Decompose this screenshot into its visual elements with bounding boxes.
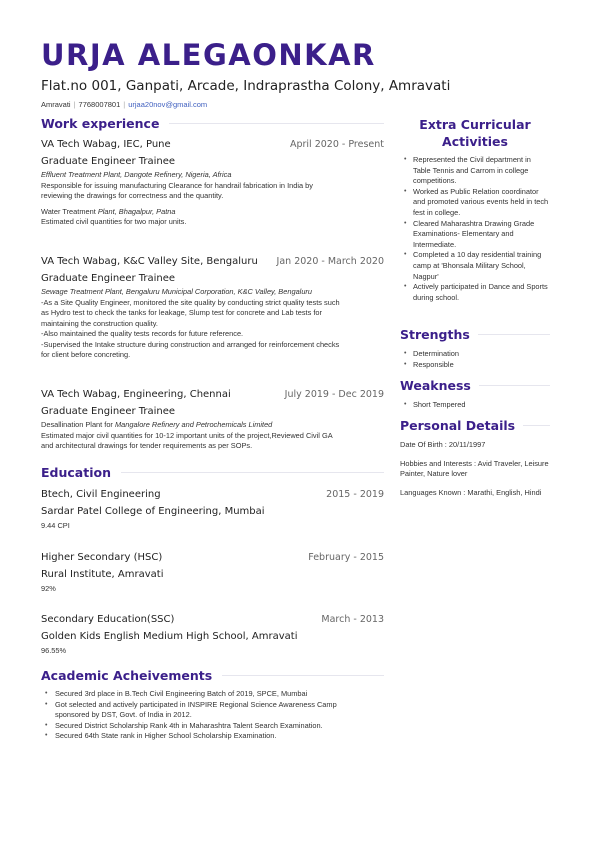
job-description-line: as Hydro test to check the tanks for leakage, Slump test for concrete and Lab tests for [41,308,322,317]
job-description-line: Responsible for issuing manufacturing Clearance for handrail fabrication in India by [41,180,313,190]
job-entry [41,256,384,361]
job-entry [41,389,384,452]
job-project: Effluent Treatment Plant, Dangote Refinery, Nigeria, Africa [41,170,232,179]
extra-section-title-line2: Activities [442,134,508,149]
activity-item: • Worked as Public Relation coordinator and promoted various events held in tech fest in college. [400,187,550,219]
education-school: Sardar Patel College of Engineering, Mumbai [41,506,265,517]
job-description-line: and architectural drawings for tender requirements as per SOPs. [41,441,253,450]
contact-city: Amravati [41,100,71,109]
work-section-title: Work experience [41,116,160,131]
job-description-line: Estimated major civil quantities for 10-12 important units of the project,Reviewed Civil GA [41,430,333,440]
job-project-italic: Mangalore Refinery and Petrochemicals Limited [114,420,273,429]
extra-section-title-line1: Extra Curricular [419,117,531,132]
section-divider [121,472,384,473]
achievement-item: • Secured 3rd place in B.Tech Civil Engineering Batch of 2019, SPCE, Mumbai [41,689,341,700]
activity-item: • Completed a 10 day residential training camp at 'Bhonsala Military School, Nagpur' [400,250,550,282]
achievement-item: • Got selected and actively participated in INSPIRE Regional Science Awareness Camp sponsored by DST, Govt. of India in 2012. [41,700,341,721]
achievements-list [41,689,341,742]
education-date: March - 2013 [321,614,384,625]
achievements-section-title: Academic Acheivements [41,668,213,683]
weakness-section-title: Weakness [400,378,471,393]
education-section-header [41,465,384,480]
contact-separator: | [123,100,126,109]
job-role: Graduate Engineer Trainee [41,156,176,167]
education-date: 2015 - 2019 [326,489,384,500]
job-date: Jan 2020 - March 2020 [276,256,384,267]
contact-separator: | [73,100,76,109]
candidate-name: URJA ALEGAONKAR [41,38,376,72]
job-project [41,420,384,431]
job-description-line: -As a Site Quality Engineer, monitored the site quality by conducting strict quality tests such [41,297,340,307]
weakness-item: • Short Tempered [400,400,550,411]
personal-section [400,418,550,498]
education-school: Rural Institute, Amravati [41,569,164,580]
section-divider [478,334,550,335]
education-score: 9.44 CPI [41,521,70,530]
education-degree: Btech, Civil Engineering [41,489,161,500]
strengths-section [400,327,550,370]
address: Flat.no 001, Ganpati, Arcade, Indraprastha Colony, Amravati [41,78,451,94]
job-organization: VA Tech Wabag, IEC, Pune [41,139,171,150]
job-date: April 2020 - Present [289,139,384,150]
activity-item: • Represented the Civil department in Table Tennis and Carrom in college competitions. [400,155,550,187]
achievement-item: • Secured District Scholarship Rank 4th in Maharashtra Talent Search Examination. [41,721,341,732]
strength-item: • Determination [400,349,550,360]
education-degree: Higher Secondary (HSC) [41,552,163,563]
languages: Languages Known : Marathi, English, Hindi [400,487,542,497]
job-project-plain: Desallination Plant for [41,420,115,429]
activity-item: • Cleared Maharashtra Drawing Grade Examinations- Elementary and Intermediate. [400,219,550,251]
section-divider [169,123,384,124]
job-description-line: for client before concreting. [41,350,131,359]
education-school: Golden Kids English Medium High School, Amravati [41,631,298,642]
job-organization: VA Tech Wabag, Engineering, Chennai [41,389,231,400]
education-score: 96.55% [41,646,67,655]
job-project: Sewage Treatment Plant, Bengaluru Municipal Corporation, K&C Valley, Bengaluru [41,287,312,296]
job-project-secondary [41,207,384,218]
education-entry [41,552,384,595]
job-date: July 2019 - Dec 2019 [284,389,384,400]
date-of-birth: Date Of Birth : 20/11/1997 [400,440,486,449]
education-section-title: Education [41,465,111,480]
job-entry [41,139,384,228]
achievements-section-header [41,668,384,683]
achievement-item: • Secured 64th State rank in Higher School Scholarship Examination. [41,731,341,742]
job-organization: VA Tech Wabag, K&C Valley Site, Bengaluru [41,256,258,267]
weakness-section [400,378,550,411]
extra-activities-list [400,155,550,303]
activity-item: • Actively participated in Dance and Sports during school. [400,282,550,303]
job-description-line: reviewing the drawings for correctness and the quantity. [41,191,224,200]
job-role: Graduate Engineer Trainee [41,273,176,284]
section-divider [523,425,550,426]
job-project-plain: Water Treatment [41,206,98,216]
contact-line [41,100,207,109]
section-divider [479,385,550,386]
extra-section-header [400,116,550,150]
strengths-section-title: Strengths [400,327,470,342]
job-description-line: -Also maintained the quality tests records for future reference. [41,329,244,338]
contact-email-link[interactable]: urjaa20nov@gmail.com [128,100,208,109]
job-description-line: maintaining the construction quality. [41,318,158,328]
education-score: 92% [41,584,56,593]
section-divider [222,675,384,676]
personal-section-title: Personal Details [400,418,516,433]
contact-phone: 7768007801 [78,100,121,109]
job-description-line: Estimated civil quantities for two major units. [41,217,187,226]
job-role: Graduate Engineer Trainee [41,406,176,417]
work-section-header [41,116,384,131]
education-entry [41,614,384,657]
job-project-italic: Plant, Bhagalpur, Patna [97,206,176,216]
strength-item: • Responsible [400,360,550,371]
job-description-line: -Supervised the Intake structure during construction and arranged for reinforcement checks [41,339,340,349]
education-date: February - 2015 [308,552,384,563]
education-degree: Secondary Education(SSC) [41,614,175,625]
hobbies: Hobbies and Interests : Avid Traveler, Leisure Painter, Nature lover [400,458,549,479]
education-entry [41,489,384,532]
